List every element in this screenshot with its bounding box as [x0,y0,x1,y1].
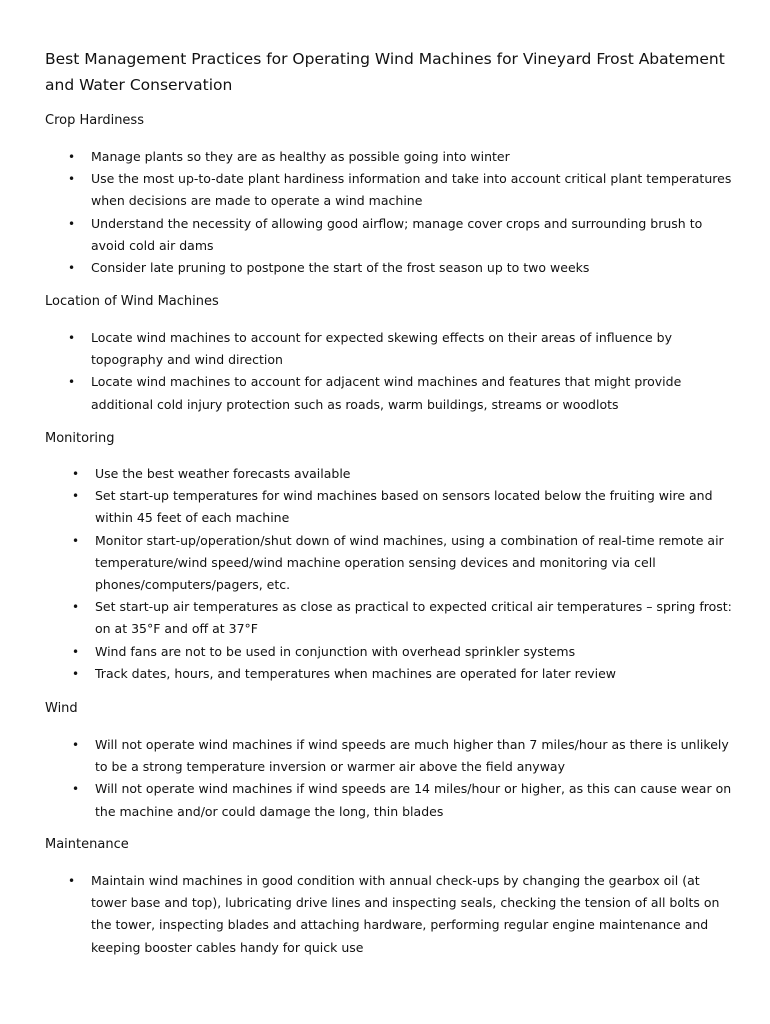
bullet-list-monitoring [0,463,770,685]
list-item-text: Track dates, hours, and temperatures when machines are operated for later review [95,665,616,681]
list-item-text: Locate wind machines to account for expected skewing effects on their areas of influence by topography and wind direction [91,330,673,368]
list-item-text: Monitor start-up/operation/shut down of wind machines, using a combination of real-time remote air temperature/wind speed/wind machine operation sensing devices and monitoring via cell phones/computers/pagers, etc. [95,532,724,593]
list-item [0,257,770,279]
list-item [0,168,770,212]
list-item-text: Consider late pruning to postpone the start of the frost season up to two weeks [91,260,590,276]
bullet-icon: • [72,738,80,752]
bullet-icon: • [72,489,80,504]
list-item-text: Manage plants so they are as healthy as possible going into winter [91,149,510,164]
list-item-text: Locate wind machines to account for adjacent wind machines and features that might provide additional cold injury protection such as roads, warm buildings, streams or woodlots [91,374,682,412]
bullet-list-wind [0,734,770,823]
bullet-icon: • [68,874,76,888]
list-item [0,641,770,663]
section-heading-monitoring: Monitoring [45,431,115,446]
bullet-icon: • [72,782,80,797]
bullet-icon: • [72,467,80,481]
list-item [0,778,770,822]
list-item [0,463,770,485]
list-item [0,213,770,257]
bullet-icon: • [68,375,76,390]
list-item-text: Use the most up-to-date plant hardiness information and take into account critical plant temperatures when decisions are made to operate a wind machine [91,171,732,209]
bullet-list-maintenance [0,870,770,959]
list-item [0,485,770,529]
page-title: Best Management Practices for Operating Wind Machines for Vineyard Frost Abatement and Water Conservation [45,50,725,94]
bullet-icon: • [72,533,80,548]
bullet-list-location [0,327,770,416]
list-item [0,371,770,415]
section-heading-location: Location of Wind Machines [45,294,219,309]
bullet-icon: • [68,216,76,231]
list-item-text: Understand the necessity of allowing good airflow; manage cover crops and surrounding brush to avoid cold air dams [91,215,703,253]
list-item-text: Maintain wind machines in good condition with annual check-ups by changing the gearbox oil (at tower base and top), lubricating drive lines and inspecting seals, checking the tension of all bolts on the tower, inspecting blades and attaching hardware, performing regular engine maintenance and keeping booster cables handy for quick use [91,873,720,955]
list-item-text: Use the best weather forecasts available [95,466,351,481]
bullet-icon: • [72,600,80,615]
list-item-text: Set start-up air temperatures as close as practical to expected critical air temperatures – spring frost: on at 35°F and off at 37°F [95,599,732,637]
list-item [0,327,770,371]
section-heading-maintenance: Maintenance [45,837,129,852]
section-heading-crop-hardiness: Crop Hardiness [45,113,144,128]
bullet-icon: • [68,172,76,187]
list-item [0,596,770,640]
section-heading-wind: Wind [45,701,78,716]
bullet-icon: • [68,331,76,345]
list-item [0,734,770,778]
bullet-icon: • [72,644,80,659]
list-item-text: Will not operate wind machines if wind speeds are much higher than 7 miles/hour as there is unlikely to be a strong temperature inversion or warmer air above the field anyway [95,737,729,775]
list-item [0,530,770,597]
list-item [0,663,770,685]
list-item-text: Wind fans are not to be used in conjunction with overhead sprinkler systems [95,643,576,659]
bullet-list-crop-hardiness [0,146,770,279]
list-item [0,870,770,959]
list-item-text: Set start-up temperatures for wind machines based on sensors located below the fruiting wire and within 45 feet of each machine [95,488,713,526]
bullet-icon: • [68,150,76,164]
bullet-icon: • [72,666,80,681]
bullet-icon: • [68,261,76,276]
list-item-text: Will not operate wind machines if wind speeds are 14 miles/hour or higher, as this can cause wear on the machine and/or could damage the long, thin blades [95,781,732,819]
list-item [0,146,770,168]
